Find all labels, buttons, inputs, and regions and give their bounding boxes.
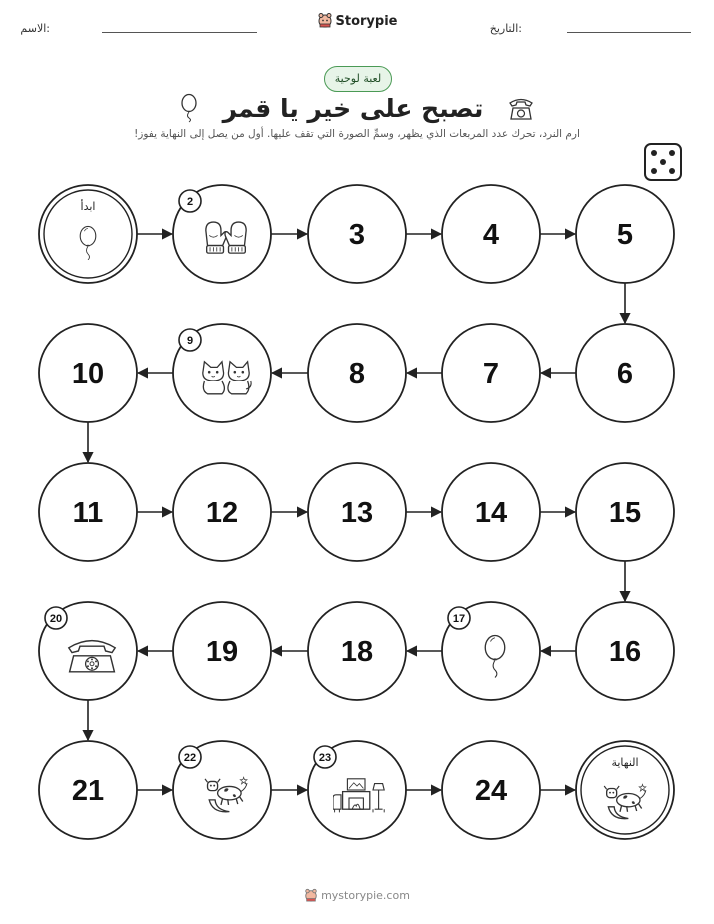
cell-badge-number: 22 [183,752,197,764]
cell-number: 19 [205,636,239,668]
game-type-badge: لعبة لوحية [324,66,392,92]
board-cell-18 [308,602,406,700]
board-cell-9 [173,324,271,422]
board-cell-25 [576,741,674,839]
cell-number: 15 [608,497,642,529]
cell-number: 8 [348,358,366,390]
footer-url: mystorypie.com [321,889,410,902]
cell-number: 3 [348,219,366,251]
cell-number: 6 [616,358,634,390]
board-cell-16 [576,602,674,700]
brand-name: Storypie [335,14,398,29]
board-cell-13 [308,463,406,561]
cell-badge-number: 2 [186,196,194,208]
cell-number: 10 [71,358,105,390]
board-cell-20 [39,602,137,700]
cell-number: 4 [482,219,500,251]
cell-number: 18 [340,636,374,668]
cell-number: 5 [616,219,634,251]
board-cell-15 [576,463,674,561]
cell-number: 7 [482,358,500,390]
board-cell-11 [39,463,137,561]
footer [0,888,714,902]
cell-number: 21 [71,775,105,807]
board-cell-1 [39,185,137,283]
board-cell-12 [173,463,271,561]
board-cell-5 [576,185,674,283]
board-cell-10 [39,324,137,422]
cell-badge-number: 23 [318,752,332,764]
board-cell-14 [442,463,540,561]
cell-badge-number: 9 [186,335,194,347]
storypie-logo-icon [304,888,318,902]
board-cell-8 [308,324,406,422]
cell-number: 24 [474,775,508,807]
cell-number: 12 [205,497,239,529]
board-cell-7 [442,324,540,422]
board-cell-24 [442,741,540,839]
board-cell-19 [173,602,271,700]
board-cell-23 [308,741,406,839]
board-cell-2 [173,185,271,283]
cell-number: 16 [608,636,642,668]
cell-number: 14 [474,497,508,529]
instructions: ارم النرد، تحرك عدد المربعات الذي يظهر، وسمِّ الصورة التي تقف عليها. أول من يصل إلى النهاية يفوز! [134,128,580,140]
board-cell-22 [173,741,271,839]
cell-badge-number: 17 [452,613,466,625]
cell-number: 13 [340,497,374,529]
page-title: تصبح على خير يا قمر [222,93,484,123]
board-cell-6 [576,324,674,422]
start-label: ابدأ [80,200,96,213]
cell-badge-number: 20 [49,613,63,625]
telephone-icon [69,641,115,672]
board-cell-21 [39,741,137,839]
finish-label: النهاية [611,756,639,769]
board-cell-17 [442,602,540,700]
board-cell-3 [308,185,406,283]
board-cell-4 [442,185,540,283]
name-label: الاسم: [20,22,50,35]
date-label: التاريخ: [489,22,522,35]
cell-number: 11 [72,497,104,529]
